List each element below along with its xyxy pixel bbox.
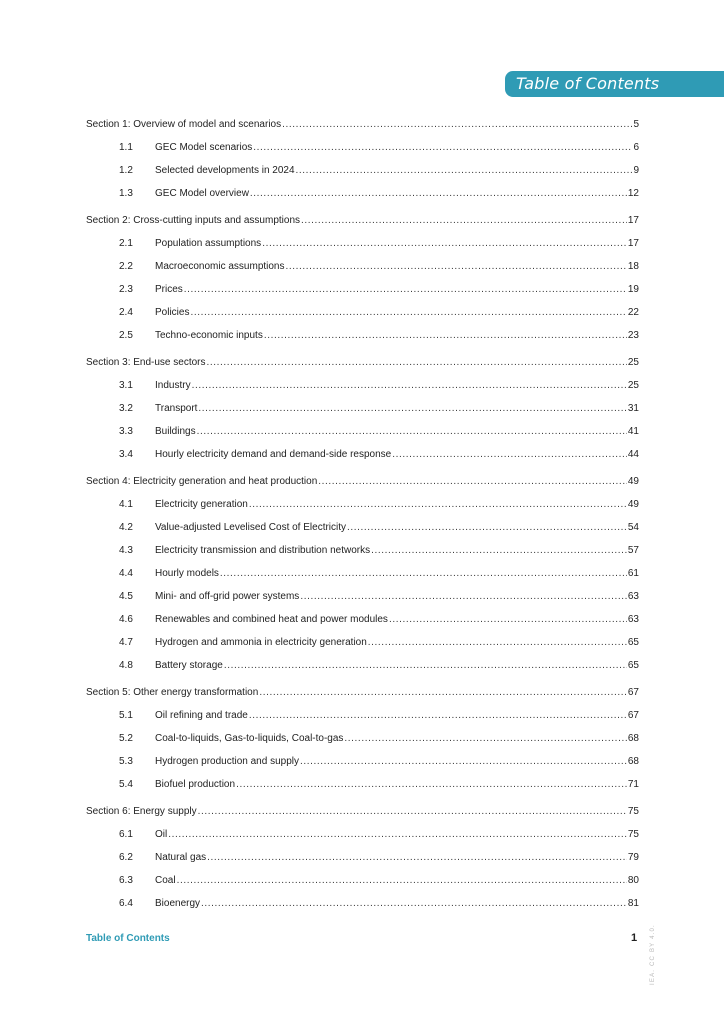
dot-leader [177,874,627,888]
toc-entry-title: Electricity transmission and distribution networks [155,545,371,556]
dot-leader [250,187,627,201]
toc-entry-page: 17 [627,238,639,249]
toc-subsection-entry[interactable] [86,753,639,776]
toc-entry-title: Bioenergy [155,898,201,909]
toc-entry-title: Section 5: Other energy transformation [86,687,259,698]
dot-leader [192,379,627,393]
toc-entry-title: Renewables and combined heat and power modules [155,614,388,625]
toc-entry-title: Biofuel production [155,779,236,790]
toc-entry-title: Value-adjusted Levelised Cost of Electricity [155,522,347,533]
dot-leader [207,851,627,865]
dot-leader [184,283,627,297]
dot-leader [296,164,633,178]
dot-leader [197,425,627,439]
toc-subsection-entry[interactable] [86,446,639,469]
toc-entry-number: 2.3 [119,284,133,295]
dot-leader [286,260,627,274]
toc-entry-page: 71 [627,779,639,790]
toc-entry-number: 2.1 [119,238,133,249]
dot-leader [301,214,627,228]
toc-entry-title: Natural gas [155,852,207,863]
toc-entry-page: 67 [627,710,639,721]
dot-leader [198,805,627,819]
toc-entry-page: 63 [627,614,639,625]
toc-subsection-entry[interactable] [86,707,639,730]
toc-entry-title: Mini- and off-grid power systems [155,591,300,602]
toc-entry-number: 6.4 [119,898,133,909]
header-tab [505,71,724,97]
toc-entry-title: Section 3: End-use sectors [86,357,206,368]
toc-entry-page: 81 [627,898,639,909]
dot-leader [190,306,626,320]
dot-leader [344,732,626,746]
toc-entry-title: Section 1: Overview of model and scenarios [86,119,282,130]
toc-entry-title: Section 6: Energy supply [86,806,197,817]
toc-entry-number: 3.2 [119,403,133,414]
dot-leader [282,118,632,132]
toc-entry-title: Population assumptions [155,238,262,249]
toc-entry-page: 67 [627,687,639,698]
toc-subsection-entry[interactable] [86,304,639,327]
toc-entry-page: 68 [627,756,639,767]
dot-leader [368,636,627,650]
dot-leader [249,498,627,512]
toc-entry-page: 25 [627,380,639,391]
toc-entry-number: 6.1 [119,829,133,840]
dot-leader [392,448,627,462]
toc-section-entry[interactable] [86,473,639,496]
dot-leader [198,402,626,416]
toc-entry-title: Prices [155,284,183,295]
toc-entry-number: 2.5 [119,330,133,341]
toc-subsection-entry[interactable] [86,162,639,185]
toc-subsection-entry[interactable] [86,139,639,162]
toc-entry-page: 80 [627,875,639,886]
toc-entry-title: Oil [155,829,168,840]
toc-entry-number: 6.2 [119,852,133,863]
dot-leader [201,897,627,911]
toc-entry-number: 1.1 [119,142,133,153]
toc-subsection-entry[interactable] [86,185,639,208]
toc-subsection-entry[interactable] [86,235,639,258]
toc-entry-page: 54 [627,522,639,533]
toc-subsection-entry[interactable] [86,895,639,918]
toc-entry-number: 4.5 [119,591,133,602]
license-text: IEA. CC BY 4.0. [650,924,656,985]
toc-entry-title: Buildings [155,426,196,437]
toc-subsection-entry[interactable] [86,327,639,350]
dot-leader [347,521,627,535]
dot-leader [236,778,627,792]
table-of-contents [86,116,639,918]
toc-entry-title: Coal-to-liquids, Gas-to-liquids, Coal-to-gas [155,733,344,744]
toc-entry-number: 4.3 [119,545,133,556]
dot-leader [262,237,627,251]
toc-entry-number: 4.8 [119,660,133,671]
toc-entry-title: Electricity generation [155,499,248,510]
toc-subsection-entry[interactable] [86,872,639,895]
dot-leader [259,686,627,700]
dot-leader [249,709,627,723]
license-note [650,924,660,990]
toc-entry-page: 31 [627,403,639,414]
dot-leader [207,356,627,370]
toc-entry-page: 49 [627,499,639,510]
toc-entry-number: 4.4 [119,568,133,579]
toc-entry-page: 65 [627,660,639,671]
toc-subsection-entry[interactable] [86,849,639,872]
toc-entry-page: 19 [627,284,639,295]
toc-entry-title: Hourly models [155,568,219,579]
toc-entry-page: 79 [627,852,639,863]
toc-entry-page: 49 [627,476,639,487]
toc-entry-number: 3.4 [119,449,133,460]
toc-entry-title: Hourly electricity demand and demand-side response [155,449,392,460]
toc-entry-title: Battery storage [155,660,223,671]
toc-entry-title: Hydrogen production and supply [155,756,299,767]
toc-subsection-entry[interactable] [86,611,639,634]
toc-entry-number: 1.2 [119,165,133,176]
toc-entry-title: GEC Model overview [155,188,249,199]
toc-entry-title: Section 4: Electricity generation and heat production [86,476,318,487]
dot-leader [224,659,627,673]
dot-leader [300,590,627,604]
toc-subsection-entry[interactable] [86,565,639,588]
toc-entry-page: 44 [627,449,639,460]
toc-subsection-entry[interactable] [86,826,639,849]
toc-entry-page: 18 [627,261,639,272]
toc-section-entry[interactable] [86,212,639,235]
toc-entry-number: 3.1 [119,380,133,391]
footer-label: Table of Contents [86,933,170,944]
toc-entry-page: 5 [633,119,639,130]
page-number: 1 [631,932,638,944]
toc-entry-title: Transport [155,403,198,414]
toc-entry-page: 17 [627,215,639,226]
toc-subsection-entry[interactable] [86,657,639,680]
toc-subsection-entry[interactable] [86,423,639,446]
toc-section-entry[interactable] [86,354,639,377]
toc-subsection-entry[interactable] [86,400,639,423]
toc-entry-number: 6.3 [119,875,133,886]
toc-entry-number: 5.1 [119,710,133,721]
toc-entry-number: 5.2 [119,733,133,744]
dot-leader [168,828,627,842]
toc-subsection-entry[interactable] [86,776,639,799]
toc-section-entry[interactable] [86,116,639,139]
header-title: Table of Contents [516,74,660,93]
dot-leader [300,755,627,769]
toc-entry-number: 4.7 [119,637,133,648]
toc-entry-title: Hydrogen and ammonia in electricity generation [155,637,367,648]
toc-section-entry[interactable] [86,803,639,826]
toc-subsection-entry[interactable] [86,281,639,304]
toc-entry-title: GEC Model scenarios [155,142,253,153]
toc-entry-page: 68 [627,733,639,744]
dot-leader [253,141,632,155]
toc-entry-number: 4.6 [119,614,133,625]
dot-leader [220,567,627,581]
toc-entry-page: 75 [627,806,639,817]
toc-entry-page: 61 [627,568,639,579]
toc-entry-page: 57 [627,545,639,556]
dot-leader [318,475,627,489]
toc-entry-page: 63 [627,591,639,602]
toc-entry-number: 5.4 [119,779,133,790]
toc-entry-page: 23 [627,330,639,341]
toc-entry-number: 2.2 [119,261,133,272]
dot-leader [264,329,627,343]
toc-entry-title: Techno-economic inputs [155,330,263,341]
toc-subsection-entry[interactable] [86,588,639,611]
dot-leader [371,544,627,558]
toc-entry-number: 2.4 [119,307,133,318]
toc-entry-page: 25 [627,357,639,368]
toc-entry-title: Selected developments in 2024 [155,165,295,176]
toc-entry-title: Macroeconomic assumptions [155,261,285,272]
toc-entry-number: 5.3 [119,756,133,767]
toc-entry-page: 6 [633,142,639,153]
toc-entry-page: 75 [627,829,639,840]
toc-entry-title: Policies [155,307,190,318]
toc-subsection-entry[interactable] [86,377,639,400]
toc-entry-title: Oil refining and trade [155,710,248,721]
toc-subsection-entry[interactable] [86,634,639,657]
toc-entry-title: Section 2: Cross-cutting inputs and assumptions [86,215,300,226]
toc-entry-number: 4.2 [119,522,133,533]
toc-entry-page: 65 [627,637,639,648]
toc-subsection-entry[interactable] [86,519,639,542]
toc-subsection-entry[interactable] [86,730,639,753]
toc-entry-number: 1.3 [119,188,133,199]
toc-subsection-entry[interactable] [86,542,639,565]
toc-entry-page: 9 [633,165,639,176]
dot-leader [389,613,627,627]
toc-entry-number: 3.3 [119,426,133,437]
toc-section-entry[interactable] [86,684,639,707]
toc-entry-page: 22 [627,307,639,318]
toc-subsection-entry[interactable] [86,496,639,519]
toc-subsection-entry[interactable] [86,258,639,281]
toc-entry-page: 12 [627,188,639,199]
toc-entry-title: Industry [155,380,191,391]
toc-entry-page: 41 [627,426,639,437]
toc-entry-title: Coal [155,875,176,886]
toc-entry-number: 4.1 [119,499,133,510]
